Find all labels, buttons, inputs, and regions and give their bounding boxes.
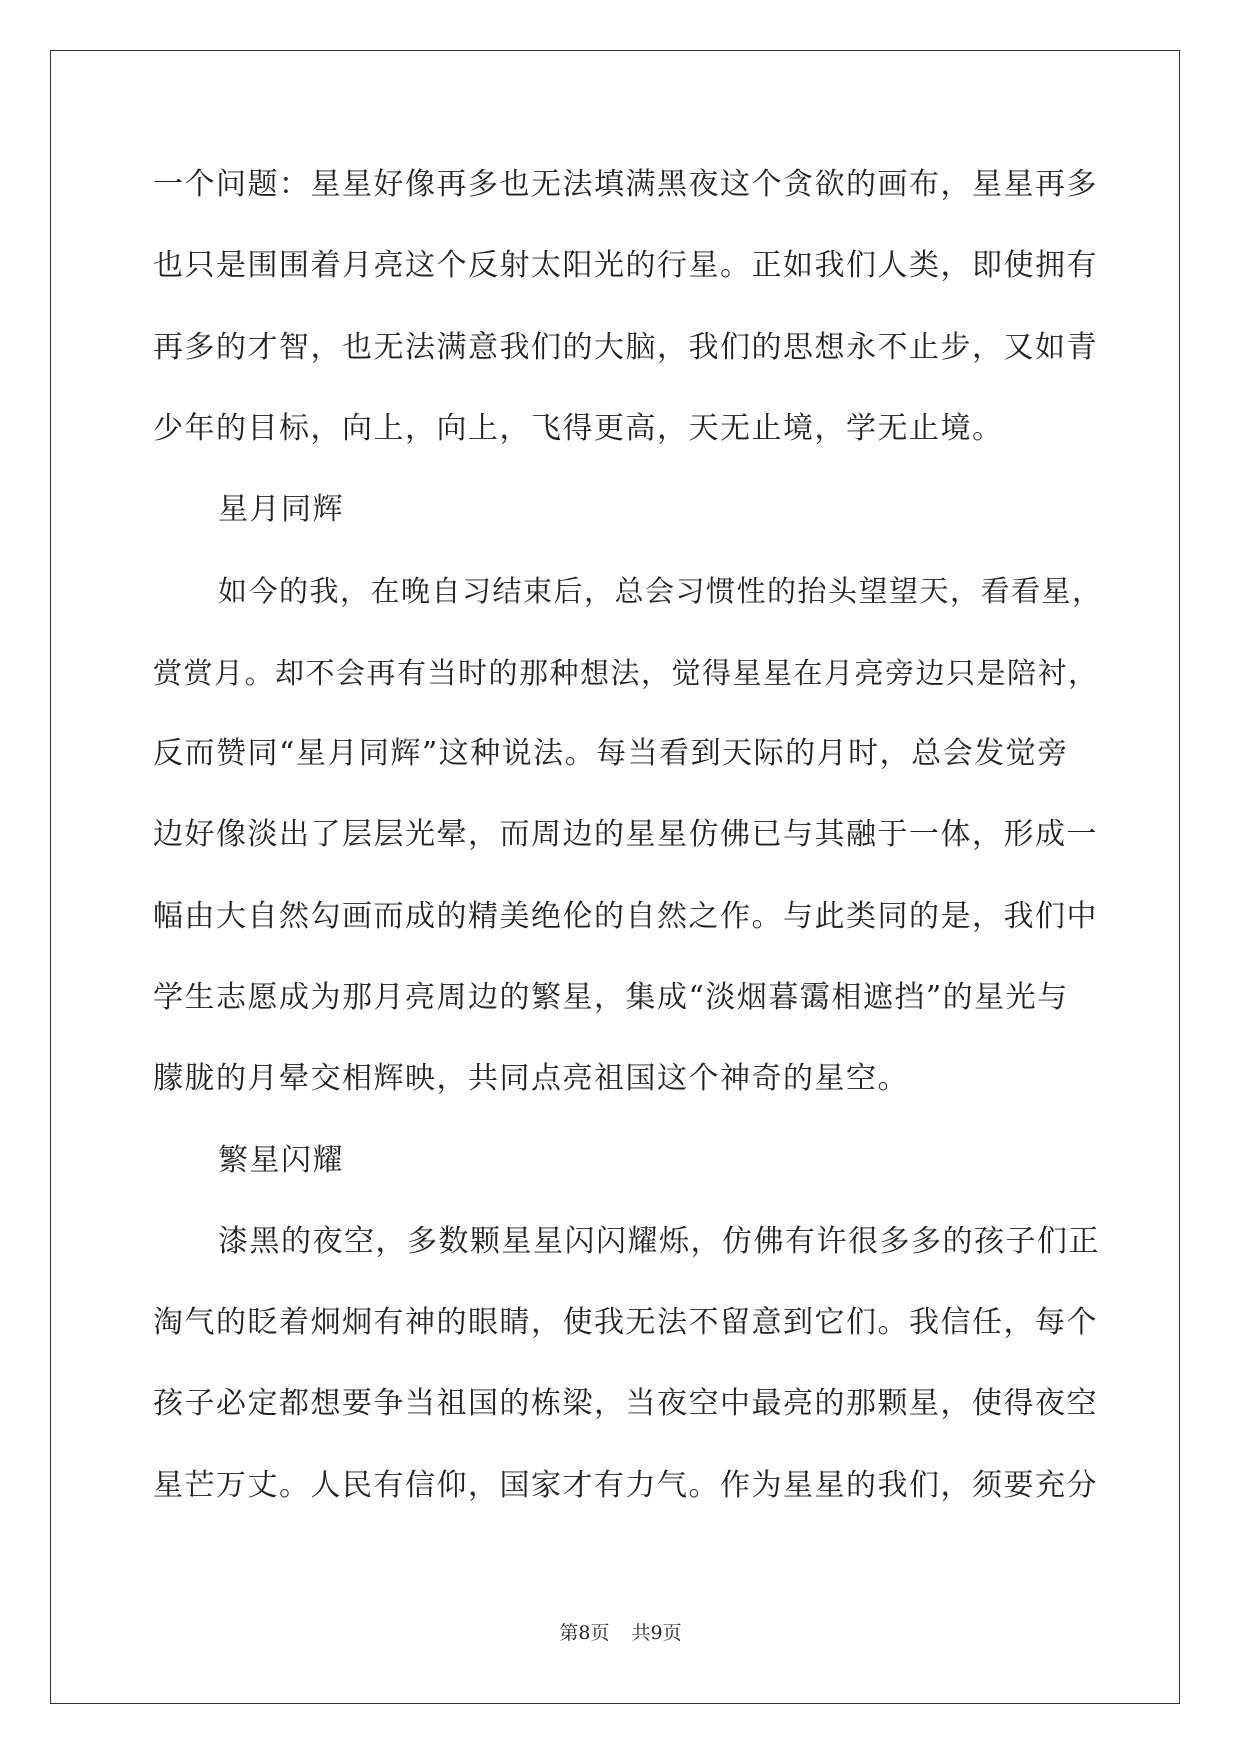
paragraph-line: 学生志愿成为那月亮周边的繁星，集成“淡烟暮霭相遮挡”的星光与: [153, 979, 1069, 1015]
paragraph-line: 边好像淡出了层层光晕，而周边的星星仿佛已与其融于一体，形成一: [153, 817, 1098, 853]
paragraph-line: 漆黑的夜空，多数颗星星闪闪耀烁，仿佛有许很多多的孩子们正: [218, 1223, 1100, 1259]
paragraph-line: 孩子必定都想要争当祖国的栋梁，当夜空中最亮的那颗星，使得夜空: [153, 1386, 1098, 1422]
page-number: 第8页: [559, 1622, 610, 1644]
paragraph-line: 一个问题：星星好像再多也无法填满黑夜这个贪欲的画布，星星再多: [153, 167, 1098, 202]
paragraph-line: 淘气的眨着炯炯有神的眼睛，使我无法不留意到它们。我信任，每个: [153, 1305, 1098, 1341]
section-heading: 星月同辉: [218, 492, 344, 528]
paragraph-line: 幅由大自然勾画而成的精美绝伦的自然之作。与此类同的是，我们中: [153, 898, 1098, 934]
paragraph-line: 少年的目标，向上，向上，飞得更高，天无止境，学无止境。: [153, 410, 1004, 446]
paragraph-line: 朦胧的月晕交相辉映，共同点亮祖国这个神奇的星空。: [153, 1061, 909, 1097]
section-heading: 繁星闪耀: [218, 1142, 344, 1178]
paragraph-line: 反而赞同“星月同辉”这种说法。每当看到天际的月时，总会发觉旁: [153, 736, 1069, 772]
paragraph-line: 也只是围围着月亮这个反射太阳光的行星。正如我们人类，即使拥有: [153, 248, 1098, 284]
page-total: 共9页: [631, 1622, 682, 1644]
page-footer: [0, 1618, 1241, 1645]
paragraph-line: 如今的我，在晚自习结束后，总会习惯性的抬头望望天，看看星，: [218, 574, 1103, 609]
paragraph-line: 再多的才智，也无法满意我们的大脑，我们的思想永不止步，又如青: [153, 329, 1098, 365]
paragraph-line: 赏赏月。却不会再有当时的那种想法，觉得星星在月亮旁边只是陪衬，: [153, 655, 1099, 690]
paragraph-line: 星芒万丈。人民有信仰，国家才有力气。作为星星的我们，须要充分: [153, 1467, 1098, 1503]
document-body: [153, 155, 1103, 1537]
